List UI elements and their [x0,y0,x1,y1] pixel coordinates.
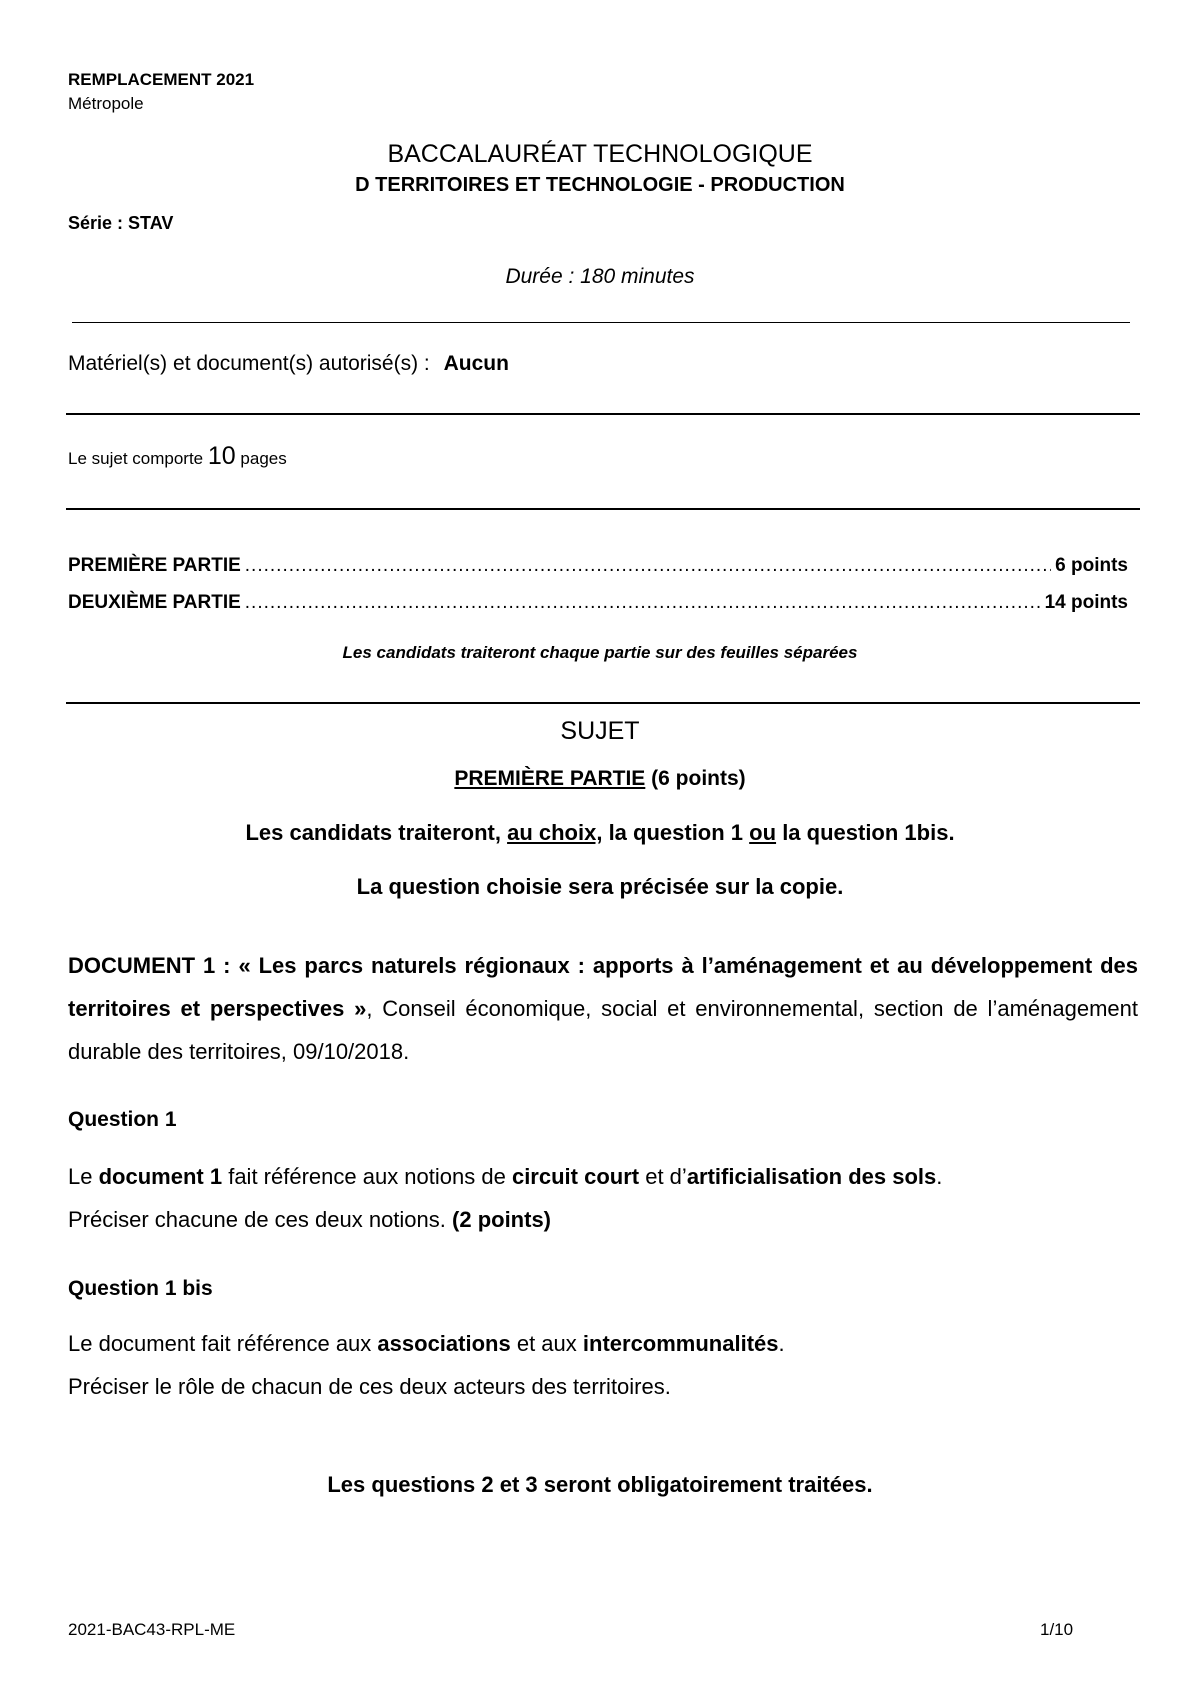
text: et d’ [645,1164,687,1189]
choice-text: Les candidats traiteront, [245,820,501,845]
text-bold: circuit court [511,1164,640,1189]
part-points: (6 points) [651,767,746,790]
text: Le [68,1164,93,1189]
question1-title: Question 1 [68,1108,177,1131]
subject-title: D TERRITOIRES ET TECHNOLOGIE - PRODUCTION [355,174,845,196]
text-bold: associations [377,1331,511,1356]
question1bis-line1 [68,1322,785,1365]
part1-label: PREMIÈRE PARTIE [68,555,241,576]
choice-text: la question 1bis. [782,820,955,845]
choice-text: la question 1 [608,820,744,845]
question1bis-title: Question 1 bis [68,1277,213,1300]
divider [66,413,1140,415]
part-heading [0,767,1200,791]
materials-value: Aucun [443,352,509,375]
part-title: PREMIÈRE PARTIE [454,767,646,790]
duration-label: Durée : 180 minutes [505,265,695,288]
materials-label: Matériel(s) et document(s) autorisé(s) : [68,352,430,375]
document1-label: DOCUMENT 1 : [68,953,231,978]
page-number: 1/10 [1040,1620,1074,1639]
text-bold: intercommunalités [582,1331,779,1356]
text-bold: document 1 [98,1164,223,1189]
question1-line1 [68,1155,942,1198]
location-label: Métropole [68,94,144,113]
sujet-title: SUJET [560,717,640,745]
serie-label: Série : STAV [68,213,174,233]
text: et aux [516,1331,577,1356]
divider [66,702,1140,704]
text-bold: (2 points) [452,1207,552,1232]
text: fait référence aux notions de [228,1164,506,1189]
part1-points-row [68,555,1128,577]
pages-suffix: pages [240,449,287,468]
choice-emphasis: au choix, [507,820,603,845]
choice-instruction [0,820,1200,846]
text: Le document fait référence aux [68,1331,372,1356]
leader-dots [245,555,1051,577]
question1-line2 [68,1198,942,1241]
question1bis-body [68,1322,785,1408]
pages-prefix: Le sujet comporte [68,449,204,468]
choice-note: La question choisie sera précisée sur la copie. [356,874,844,899]
text: . [936,1164,943,1189]
document1-title: « Les parcs naturels régionaux : apports à l’aménagement et au développement des territoires et perspectives » [68,953,1138,1021]
text-bold: artificialisation des sols [686,1164,937,1189]
pages-count: 10 [207,442,236,470]
part2-label: DEUXIÈME PARTIE [68,592,241,613]
session-label: REMPLACEMENT 2021 [68,70,255,89]
question1bis-line2: Préciser le rôle de chacun de ces deux acteurs des territoires. [68,1374,671,1399]
document1-source: , Conseil économique, social et environnemental, section de l’aménagement durable des territoires, 09/10/2018. [68,996,1138,1064]
pages-line [68,442,287,471]
separate-sheets-note: Les candidats traiteront chaque partie sur des feuilles séparées [342,643,858,662]
text: . [778,1331,785,1356]
text: Préciser chacune de ces deux notions. [68,1207,446,1232]
divider [72,322,1130,323]
document1-reference [68,944,1138,1073]
part1-points: 6 points [1055,555,1128,576]
question1-body [68,1155,942,1241]
footer-code: 2021-BAC43-RPL-ME [68,1620,236,1639]
mandatory-note: Les questions 2 et 3 seront obligatoirement traitées. [327,1472,873,1497]
leader-dots [245,592,1041,614]
materials-line [68,352,509,376]
divider [66,508,1140,510]
exam-title: BACCALAURÉAT TECHNOLOGIQUE [387,140,813,168]
part2-points: 14 points [1044,592,1128,613]
part2-points-row [68,592,1128,614]
choice-emphasis: ou [749,820,777,845]
